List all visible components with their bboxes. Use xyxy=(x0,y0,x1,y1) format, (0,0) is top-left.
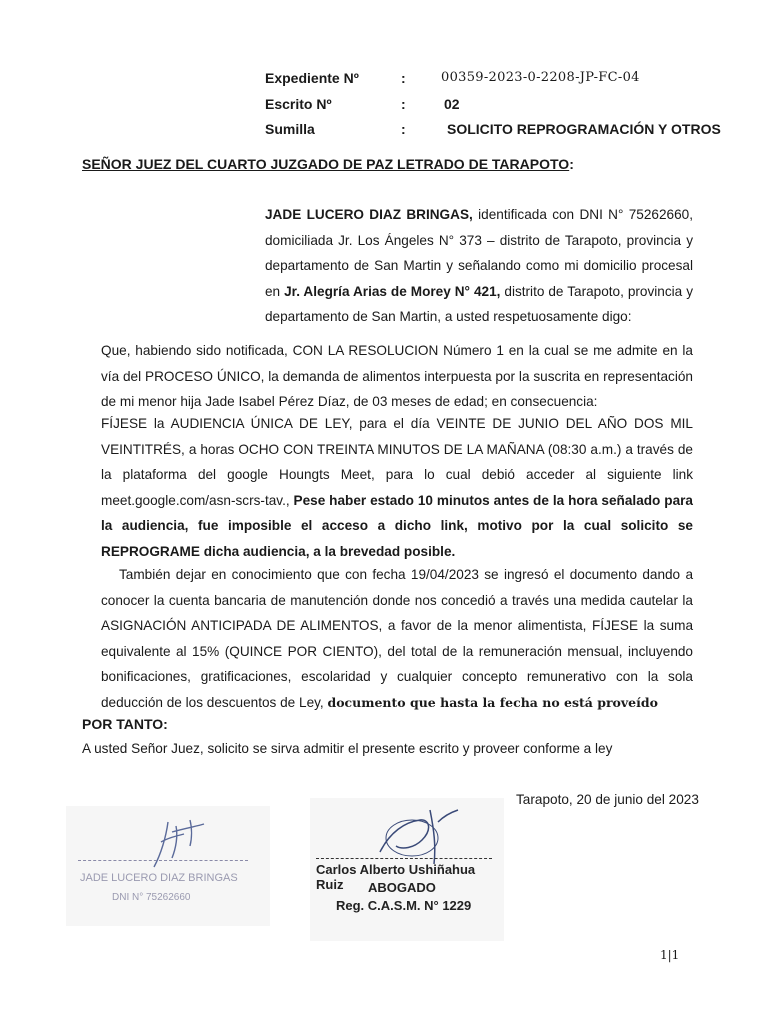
intro-paragraph xyxy=(265,202,693,330)
body-paragraph-3-bold: documento que hasta la fecha no está proveído xyxy=(327,694,658,710)
addressee-colon: : xyxy=(569,156,574,172)
signature-line-left xyxy=(78,860,248,861)
por-tanto: POR TANTO: xyxy=(82,716,168,732)
sumilla-sep: : xyxy=(401,121,406,137)
body-paragraph-3 xyxy=(101,562,693,715)
place-date: Tarapoto, 20 de junio del 2023 xyxy=(516,792,699,807)
signature-block-petitioner xyxy=(66,806,270,926)
lawyer-title: ABOGADO xyxy=(368,880,436,895)
lawyer-name: Carlos Alberto Ushiñahua Ruiz xyxy=(316,862,476,892)
page-number: 1|1 xyxy=(660,948,680,962)
expediente-label: Expediente Nº xyxy=(265,70,359,86)
escrito-sep: : xyxy=(401,96,406,112)
closing-request: A usted Señor Juez, solicito se sirva admitir el presente escrito y proveer conforme a ley xyxy=(82,741,613,756)
sumilla-label: Sumilla xyxy=(265,121,315,137)
expediente-sep: : xyxy=(401,70,406,86)
escrito-label: Escrito Nº xyxy=(265,96,332,112)
intro-text-2: distrito de Tarapoto, provincia y departamento de San Martin, a usted respetuosamente digo: xyxy=(265,283,693,324)
procedural-address: Jr. Alegría Arias de Morey N° 421, xyxy=(284,283,501,299)
expediente-value: 00359-2023-0-2208-JP-FC-04 xyxy=(441,70,640,85)
petitioner-signature-icon xyxy=(106,812,236,872)
body-paragraph-1: Que, habiendo sido notificada, CON LA RESOLUCION Número 1 en la cual se me admite en la vía del PROCESO ÚNICO, la demanda de alimentos interpuesta por la suscrita en representación de mi menor hija Jade Isabel Pérez Díaz, de 03 meses de edad; en consecuencia: xyxy=(101,343,693,409)
intro-text-1: identificada con DNI N° 75262660, domiciliada Jr. Los Ángeles N° 373 – distrito de Tarapoto, provincia y departamento de San Martin y señalando como mi domicilio procesal en xyxy=(265,207,693,299)
body-paragraph-2-text: FÍJESE la AUDIENCIA ÚNICA DE LEY, para el día VEINTE DE JUNIO DEL AÑO DOS MIL VEINTITRÉS, a horas OCHO CON TREINTA MINUTOS DE LA MAÑANA (08:30 a.m.) a través de la plataforma del google Houngts Meet, para lo cual debió acceder al siguiente link meet.google.com/asn-scrs-tav., xyxy=(101,416,693,508)
lawyer-registration: Reg. C.A.S.M. N° 1229 xyxy=(336,898,472,913)
body-paragraph-3-text: También dejar en conocimiento que con fecha 19/04/2023 se ingresó el documento dando a conocer la cuenta bancaria de manutención donde nos concedió a través una medida cautelar la ASIGNACIÓN ANTICIPADA DE ALIMENTOS, a favor de la menor alimentista, FÍJESE la suma equivalente al 15% (QUINCE POR CIENTO), del total de la remuneración mensual, incluyendo bonificaciones, gratificaciones, escolaridad y cualquier concepto remunerativo con la sola deducción de los descuentos de Ley, xyxy=(101,567,693,710)
escrito-value: 02 xyxy=(444,96,460,112)
petitioner-sign-name: JADE LUCERO DIAZ BRINGAS xyxy=(80,872,238,884)
body-paragraph-2-bold: Pese haber estado 10 minutos antes de la hora señalado para la audiencia, fue imposible el acceso a dicho link, motivo por la cual solicito se REPROGRAME dicha audiencia, a la brevedad posible. xyxy=(101,492,693,559)
sumilla-value: SOLICITO REPROGRAMACIÓN Y OTROS xyxy=(447,121,721,137)
body-paragraph-2 xyxy=(101,411,693,564)
signature-block-lawyer xyxy=(310,798,504,941)
addressee: SEÑOR JUEZ DEL CUARTO JUZGADO DE PAZ LETRADO DE TARAPOTO xyxy=(82,156,570,172)
petitioner-name: JADE LUCERO DIAZ BRINGAS, xyxy=(265,207,473,222)
addressee-line xyxy=(82,156,574,172)
petitioner-sign-dni: DNI N° 75262660 xyxy=(112,892,191,903)
signature-line-right xyxy=(316,858,492,859)
